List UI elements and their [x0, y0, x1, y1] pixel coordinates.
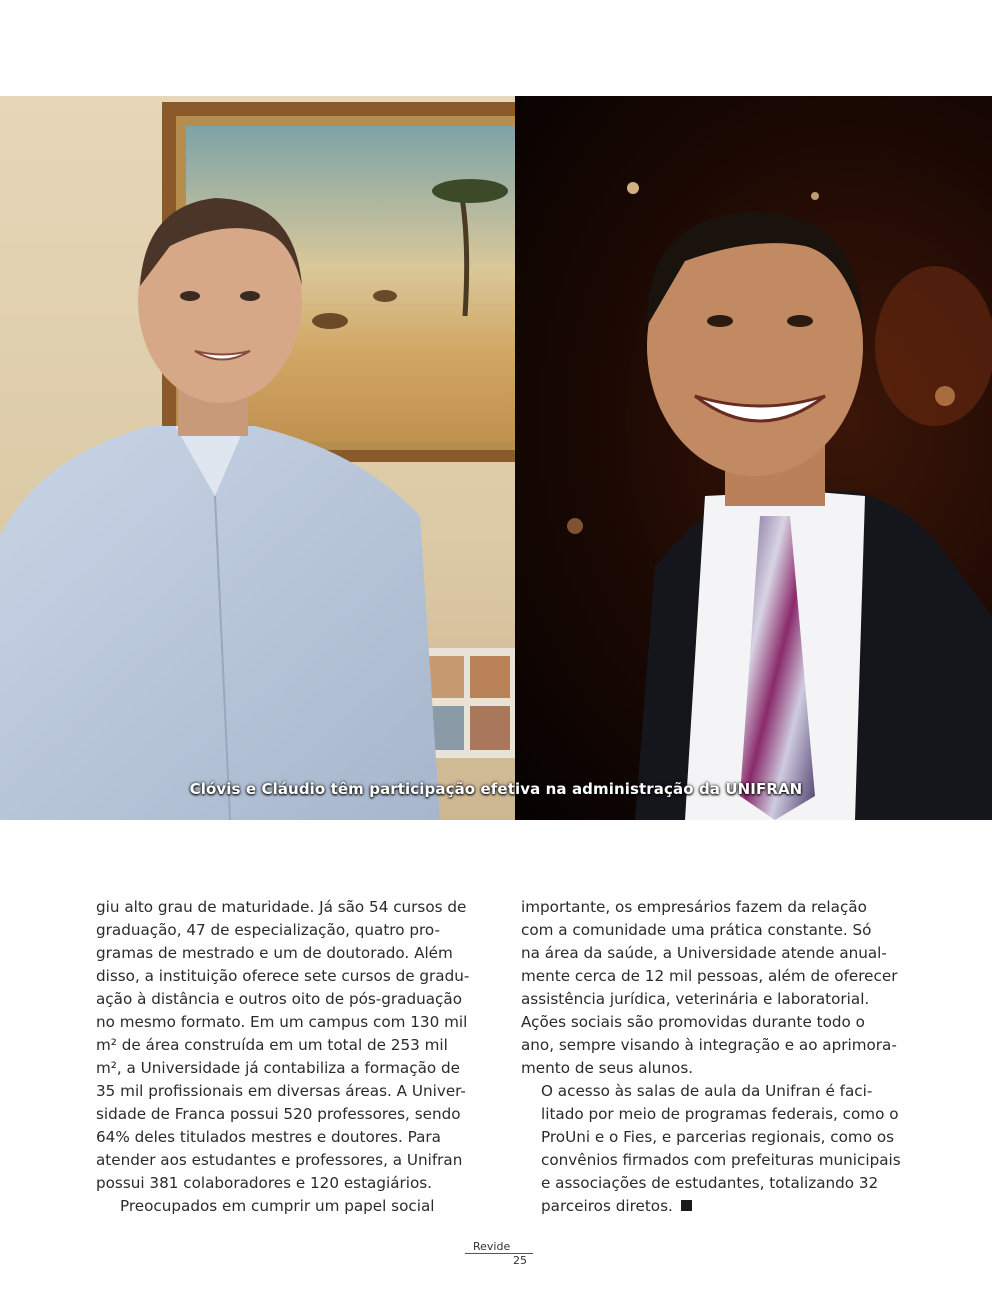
- text-line: no mesmo formato. Em um campus com 130 mil: [96, 1013, 468, 1031]
- text-line: e associações de estudantes, totalizando 32: [541, 1174, 879, 1192]
- text-line: graduação, 47 de especialização, quatro pro-: [96, 921, 440, 939]
- photo-spread: [0, 96, 992, 820]
- page-number: 25: [513, 1254, 527, 1267]
- text-line: litado por meio de programas federais, como o: [541, 1105, 899, 1123]
- text-line: mente cerca de 12 mil pessoas, além de oferecer: [521, 967, 898, 985]
- text-line: mento de seus alunos.: [521, 1059, 694, 1077]
- text-column-right: [521, 896, 899, 1218]
- portrait-right-illustration: [515, 96, 992, 820]
- page-footer: [465, 1240, 535, 1267]
- text-line: ano, sempre visando à integração e ao aprimora-: [521, 1036, 897, 1054]
- text-line: possui 381 colaboradores e 120 estagiários.: [96, 1174, 432, 1192]
- magazine-name: Revide: [465, 1240, 533, 1254]
- text-line: com a comunidade uma prática constante. Só: [521, 921, 872, 939]
- text-line: 35 mil profissionais em diversas áreas. A Univer-: [96, 1082, 466, 1100]
- paragraph: [521, 1080, 899, 1218]
- photo-claudio: [515, 96, 992, 820]
- text-line: Preocupados em cumprir um papel social: [120, 1197, 435, 1215]
- text-line-last: [521, 1195, 899, 1218]
- text-column-left: [96, 896, 474, 1218]
- text-line: O acesso às salas de aula da Unifran é faci-: [541, 1082, 873, 1100]
- text-line: gramas de mestrado e um de doutorado. Além: [96, 944, 453, 962]
- text-line: ProUni e o Fies, e parcerias regionais, como os: [541, 1128, 895, 1146]
- text-line: convênios firmados com prefeituras municipais: [541, 1151, 901, 1169]
- photo-caption: Clóvis e Cláudio têm participação efetiva na administração da UNIFRAN: [189, 780, 803, 798]
- text-line: 64% deles titulados mestres e doutores. Para: [96, 1128, 441, 1146]
- text-line: giu alto grau de maturidade. Já são 54 cursos de: [96, 898, 467, 916]
- text-line: Ações sociais são promovidas durante todo o: [521, 1013, 865, 1031]
- paragraph: [96, 1195, 474, 1218]
- portrait-left-illustration: [0, 96, 515, 820]
- text-line: importante, os empresários fazem da relação: [521, 898, 867, 916]
- text-line: m² de área construída em um total de 253 mil: [96, 1036, 448, 1054]
- text-line: assistência jurídica, veterinária e laboratorial.: [521, 990, 870, 1008]
- text-line: atender aos estudantes e professores, a Unifran: [96, 1151, 463, 1169]
- paragraph: [521, 896, 899, 1080]
- text-line: disso, a instituição oferece sete cursos de gradu-: [96, 967, 470, 985]
- text-line: parceiros diretos.: [541, 1197, 673, 1215]
- photo-clovis: [0, 96, 515, 820]
- text-line: m², a Universidade já contabiliza a formação de: [96, 1059, 461, 1077]
- text-line: sidade de Franca possui 520 professores, sendo: [96, 1105, 461, 1123]
- text-line: na área da saúde, a Universidade atende anual-: [521, 944, 887, 962]
- paragraph: [96, 896, 474, 1195]
- text-line: ação à distância e outros oito de pós-graduação: [96, 990, 463, 1008]
- end-of-article-square-icon: [681, 1200, 692, 1211]
